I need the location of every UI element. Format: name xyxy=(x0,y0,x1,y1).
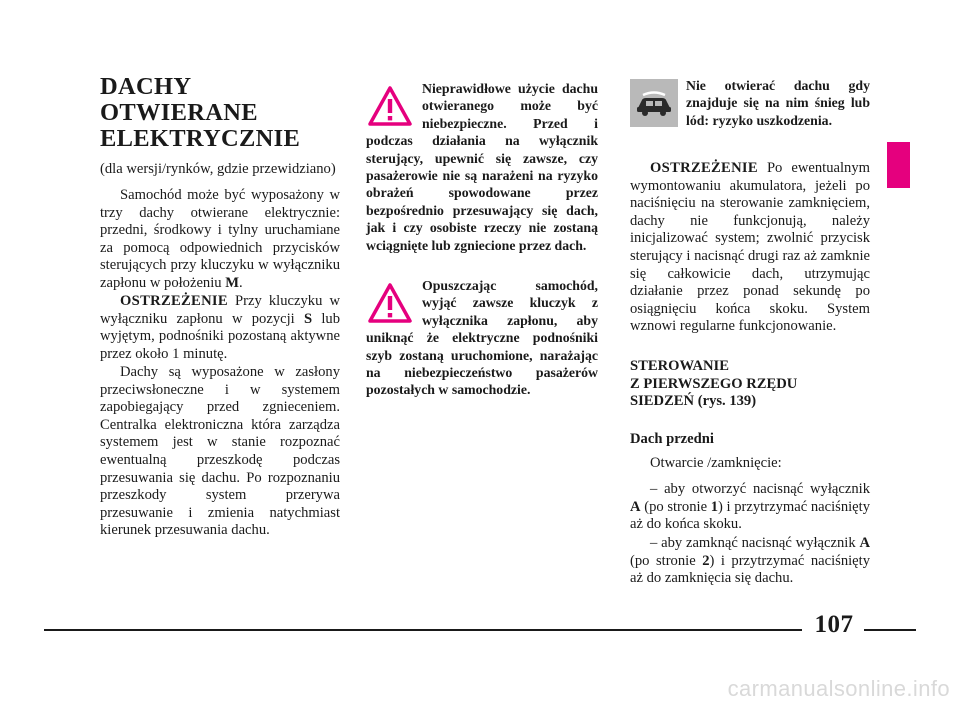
paragraph-text: Samochód może być wyposażony w trzy dachy otwierane elektrycznie: przedni, środkowy i tylny uruchamiane za pomocą odpowiednich przycisków sterujących przy kluczyku w wyłączniku zapłonu w położeniu xyxy=(100,187,340,291)
key-position-s: S xyxy=(303,310,313,327)
paragraph-warning-key xyxy=(100,293,340,363)
watermark: carmanualsonline.info xyxy=(727,676,950,701)
warning-lead: OSTRZEŻENIE xyxy=(650,160,758,176)
paragraph-text: lub wyjętym, podnośniki pozostaną aktywne przez około 1 minutę. xyxy=(100,310,340,362)
subtitle: (dla wersji/rynków, gdzie przewidziano) xyxy=(100,161,336,177)
figure-ref: (rys. 139) xyxy=(694,393,757,410)
page-number: 107 xyxy=(814,611,854,638)
footer-rule-left xyxy=(44,629,802,631)
heading-line: SIEDZEŃ xyxy=(630,393,695,410)
warning-text: Nieprawidłowe użycie dachu otwieranego może być niebezpieczne. Przed i podczas działania na wyłącznik sterujący, upewnić się zawsze, czy pasażerowie nie są narażeni na ryzyko obrażeń spowodowane przez bezpośrednio przesuwający się dach, jak i czy osobiste rzeczy nie zostaną wciągnięte lub zgniecione przez dach. xyxy=(366,81,598,253)
paragraph-text: Przy kluczyku w wyłączniku zapłonu w pozycji xyxy=(100,293,340,327)
warning-triangle-icon xyxy=(366,279,414,327)
paragraph-text: – aby zamknąć nacisnąć wyłącznik xyxy=(650,535,860,551)
switch-a: A xyxy=(630,498,641,515)
warning-text: Opuszczając samochód, wyjąć zawsze kluczyk z wyłącznika zapłonu, aby uniknąć że elektryczne podnośniki szyb zostaną uruchomione, narażając na niebezpieczeństwo pasażerów pozostałych w samochodzie. xyxy=(366,278,598,398)
subheading-front-roof: Dach przedni xyxy=(630,431,714,447)
paragraph-anti-pinch: Dachy są wyposażone w zasłony przeciwsłoneczne i w systemem zapobiegający przed zgnieceniem. Centralka elektroniczna która zarządza systemem jest w stanie rozpoznać ewentualną przeszkodę podczas przesuwania się dachu. Po rozpoznaniu przeszkody system przerywa przesuwanie i zmienia natychmiast kierunek przesuwania dachu. xyxy=(100,364,340,539)
paragraph-text: ) i przytrzymać naciśnięty aż do końca skoku. xyxy=(630,498,871,533)
paragraph-text: (po stronie xyxy=(630,552,703,569)
heading-line: Z PIERWSZEGO RZĘDU xyxy=(630,375,798,392)
heading-line: STEROWANIE xyxy=(630,358,729,374)
side-2: 2 xyxy=(702,552,710,569)
controls-heading xyxy=(630,358,870,411)
side-1: 1 xyxy=(710,498,719,515)
paragraph-open-close: Otwarcie /zamknięcie: xyxy=(650,455,782,471)
warning-block-key xyxy=(366,277,598,399)
paragraph-text: ) i przytrzymać naciśnięty aż do zamknięcia się dachu. xyxy=(630,552,870,587)
paragraph-text: – aby otworzyć nacisnąć wyłącznik xyxy=(650,481,870,497)
key-position-m: M xyxy=(225,274,240,291)
section-title xyxy=(100,74,340,152)
paragraph-battery xyxy=(630,160,870,336)
warning-block-misuse xyxy=(366,80,598,254)
paragraph-end: . xyxy=(239,274,243,291)
warning-triangle-icon xyxy=(366,82,414,130)
footer-rule-right xyxy=(864,629,916,631)
car-snow-icon xyxy=(630,79,678,127)
paragraph-text: Po ewentualnym wymontowaniu akumulatora, jeżeli po naciśnięciu na sterowanie zamknięciem, dachy nie funkcjonują, należy inicjalizować system; zwolnić przycisk sterujący i nacisnąć drugi raz aż zamknie się całkowicie dach, utrzymując działanie przez ponad sekundę po osiągnięciu końca skoku. System wznowi regularne funkcjonowanie. xyxy=(630,160,870,335)
warning-lead: OSTRZEŻENIE xyxy=(120,293,228,309)
title-line: ELEKTRYCZNIE xyxy=(100,125,301,152)
note-text: Nie otwierać dachu gdy znajduje się na nim śnieg lub lód: ryzyko uszkodzenia. xyxy=(686,78,870,128)
note-block-snow xyxy=(630,77,870,129)
title-line: DACHY xyxy=(100,73,192,100)
switch-a: A xyxy=(859,535,870,551)
title-line: OTWIERANE xyxy=(100,99,258,126)
paragraph-close xyxy=(630,535,870,588)
paragraph-open xyxy=(630,481,870,534)
section-tab xyxy=(887,142,910,188)
paragraph-text: (po stronie xyxy=(640,498,711,515)
paragraph-intro xyxy=(100,187,340,293)
